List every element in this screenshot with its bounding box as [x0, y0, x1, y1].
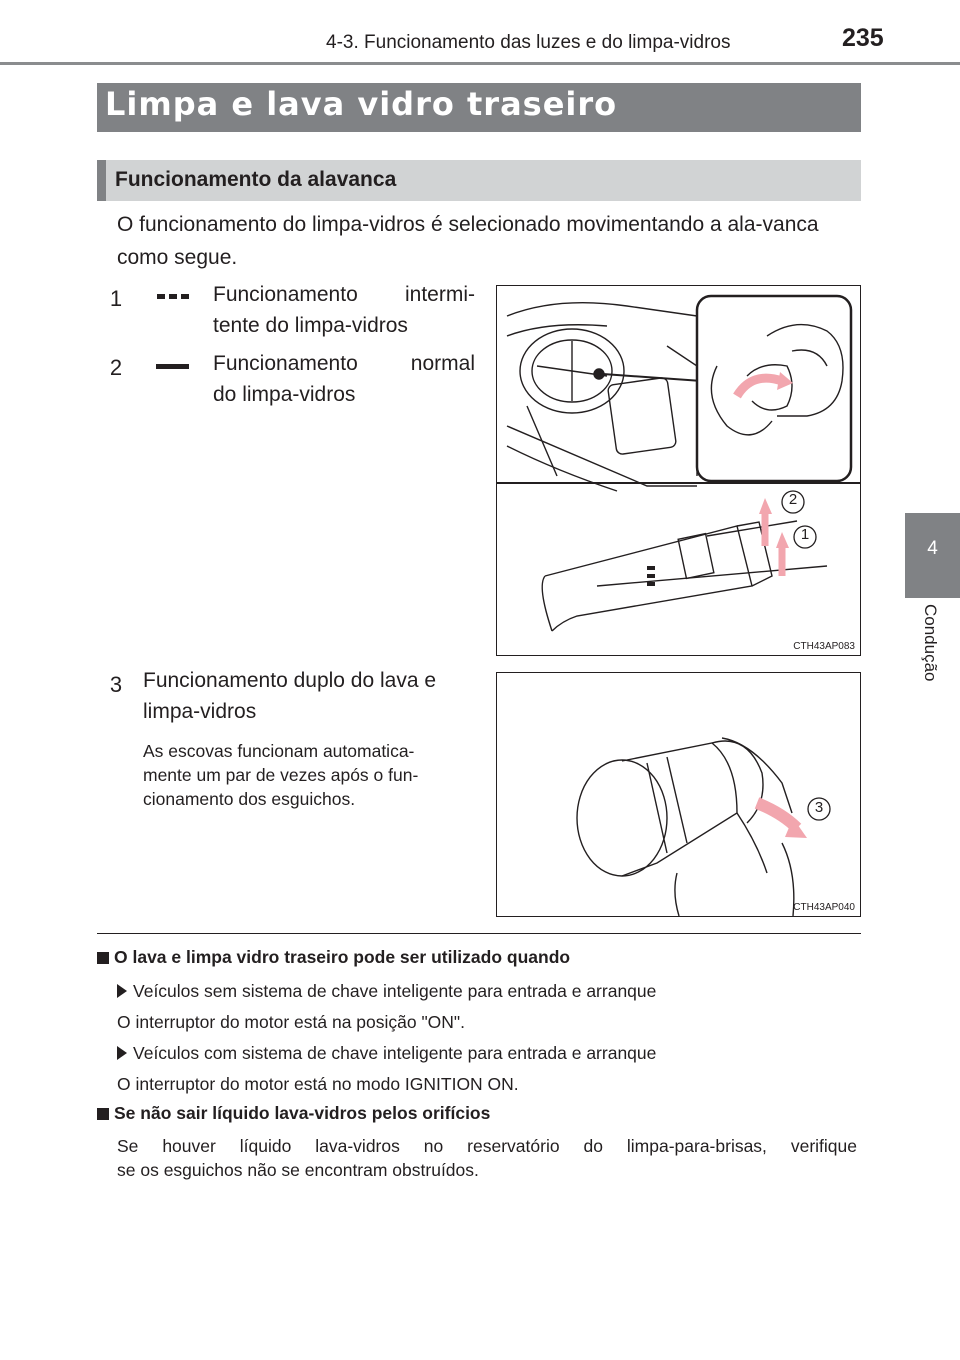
note-text-2: O interruptor do motor está no modo IGNITION ON.	[117, 1074, 519, 1094]
chapter-tab-number: 4	[927, 538, 938, 559]
item-2-line2: do limpa-vidros	[213, 383, 356, 406]
note-condition-1-text: Veículos sem sistema de chave inteligente para entrada e arranque	[133, 981, 657, 1001]
subsection-accent	[97, 160, 106, 201]
figure-lever-diagram	[496, 285, 861, 656]
item-2-line1: Funcionamento normal	[213, 352, 475, 375]
item-number-3: 3	[109, 672, 123, 697]
item-3-detail-line3: cionamento dos esguichos.	[143, 789, 356, 809]
intro-paragraph: O funcionamento do limpa-vidros é selecionado movimentando a ala-vanca como segue.	[117, 213, 819, 269]
item-3-line2: limpa-vidros	[143, 700, 257, 723]
figure1-callout-2: 2	[788, 491, 798, 508]
note-condition-2	[117, 1041, 656, 1065]
dashed-line-icon	[157, 294, 189, 299]
figure2-code: CTH43AP040	[793, 902, 855, 913]
note-condition-1	[117, 979, 656, 1003]
item-1-line2: tente do limpa-vidros	[213, 314, 408, 337]
note-heading-1-text: O lava e limpa vidro traseiro pode ser utilizado quando	[114, 947, 571, 967]
section-title: Limpa e lava vidro traseiro	[105, 85, 618, 123]
chapter-title: 4-3. Funcionamento das luzes e do limpa-vidros	[326, 32, 731, 53]
item-3-detail	[143, 739, 483, 811]
item-3-detail-line2: mente um par de vezes após o fun-	[143, 765, 419, 785]
item-number-1: 1	[109, 286, 123, 311]
header-rule	[0, 62, 960, 65]
triangle-bullet-icon	[117, 984, 127, 998]
note-heading-1	[97, 947, 570, 968]
lever-illustration	[497, 286, 860, 655]
note-condition-2-text: Veículos com sistema de chave inteligente para entrada e arranque	[133, 1043, 657, 1063]
figure1-code: CTH43AP083	[793, 641, 855, 652]
figure2-callout-3: 3	[814, 799, 824, 816]
figure-washer-diagram	[496, 672, 861, 917]
note-paragraph-2-line2: se os esguichos não se encontram obstruídos.	[117, 1160, 479, 1180]
washer-illustration	[497, 673, 860, 916]
item-3-text	[143, 665, 478, 727]
square-bullet-icon	[97, 952, 109, 964]
square-bullet-icon	[97, 1108, 109, 1120]
chapter-tab-label: Condução	[921, 604, 940, 682]
page-number: 235	[842, 24, 884, 52]
note-paragraph-2-line1: Se houver líquido lava-vidros no reservatório do limpa-para-brisas, verifique	[117, 1136, 857, 1156]
note-heading-2	[97, 1103, 490, 1124]
note-paragraph-2	[117, 1134, 857, 1182]
item-3-detail-line1: As escovas funcionam automatica-	[143, 741, 415, 761]
subsection-title: Funcionamento da alavanca	[115, 168, 397, 191]
item-2-text	[213, 348, 475, 410]
section-divider	[97, 933, 861, 934]
note-text-1: O interruptor do motor está na posição "ON".	[117, 1012, 466, 1032]
item-3-line1: Funcionamento duplo do lava e	[143, 669, 437, 692]
item-1-text	[213, 279, 475, 341]
triangle-bullet-icon	[117, 1046, 127, 1060]
note-heading-2-text: Se não sair líquido lava-vidros pelos orifícios	[114, 1103, 491, 1123]
solid-line-icon	[156, 364, 189, 369]
figure1-callout-1: 1	[800, 526, 810, 543]
item-number-2: 2	[109, 355, 123, 380]
item-1-line1: Funcionamento intermi-	[213, 283, 475, 306]
